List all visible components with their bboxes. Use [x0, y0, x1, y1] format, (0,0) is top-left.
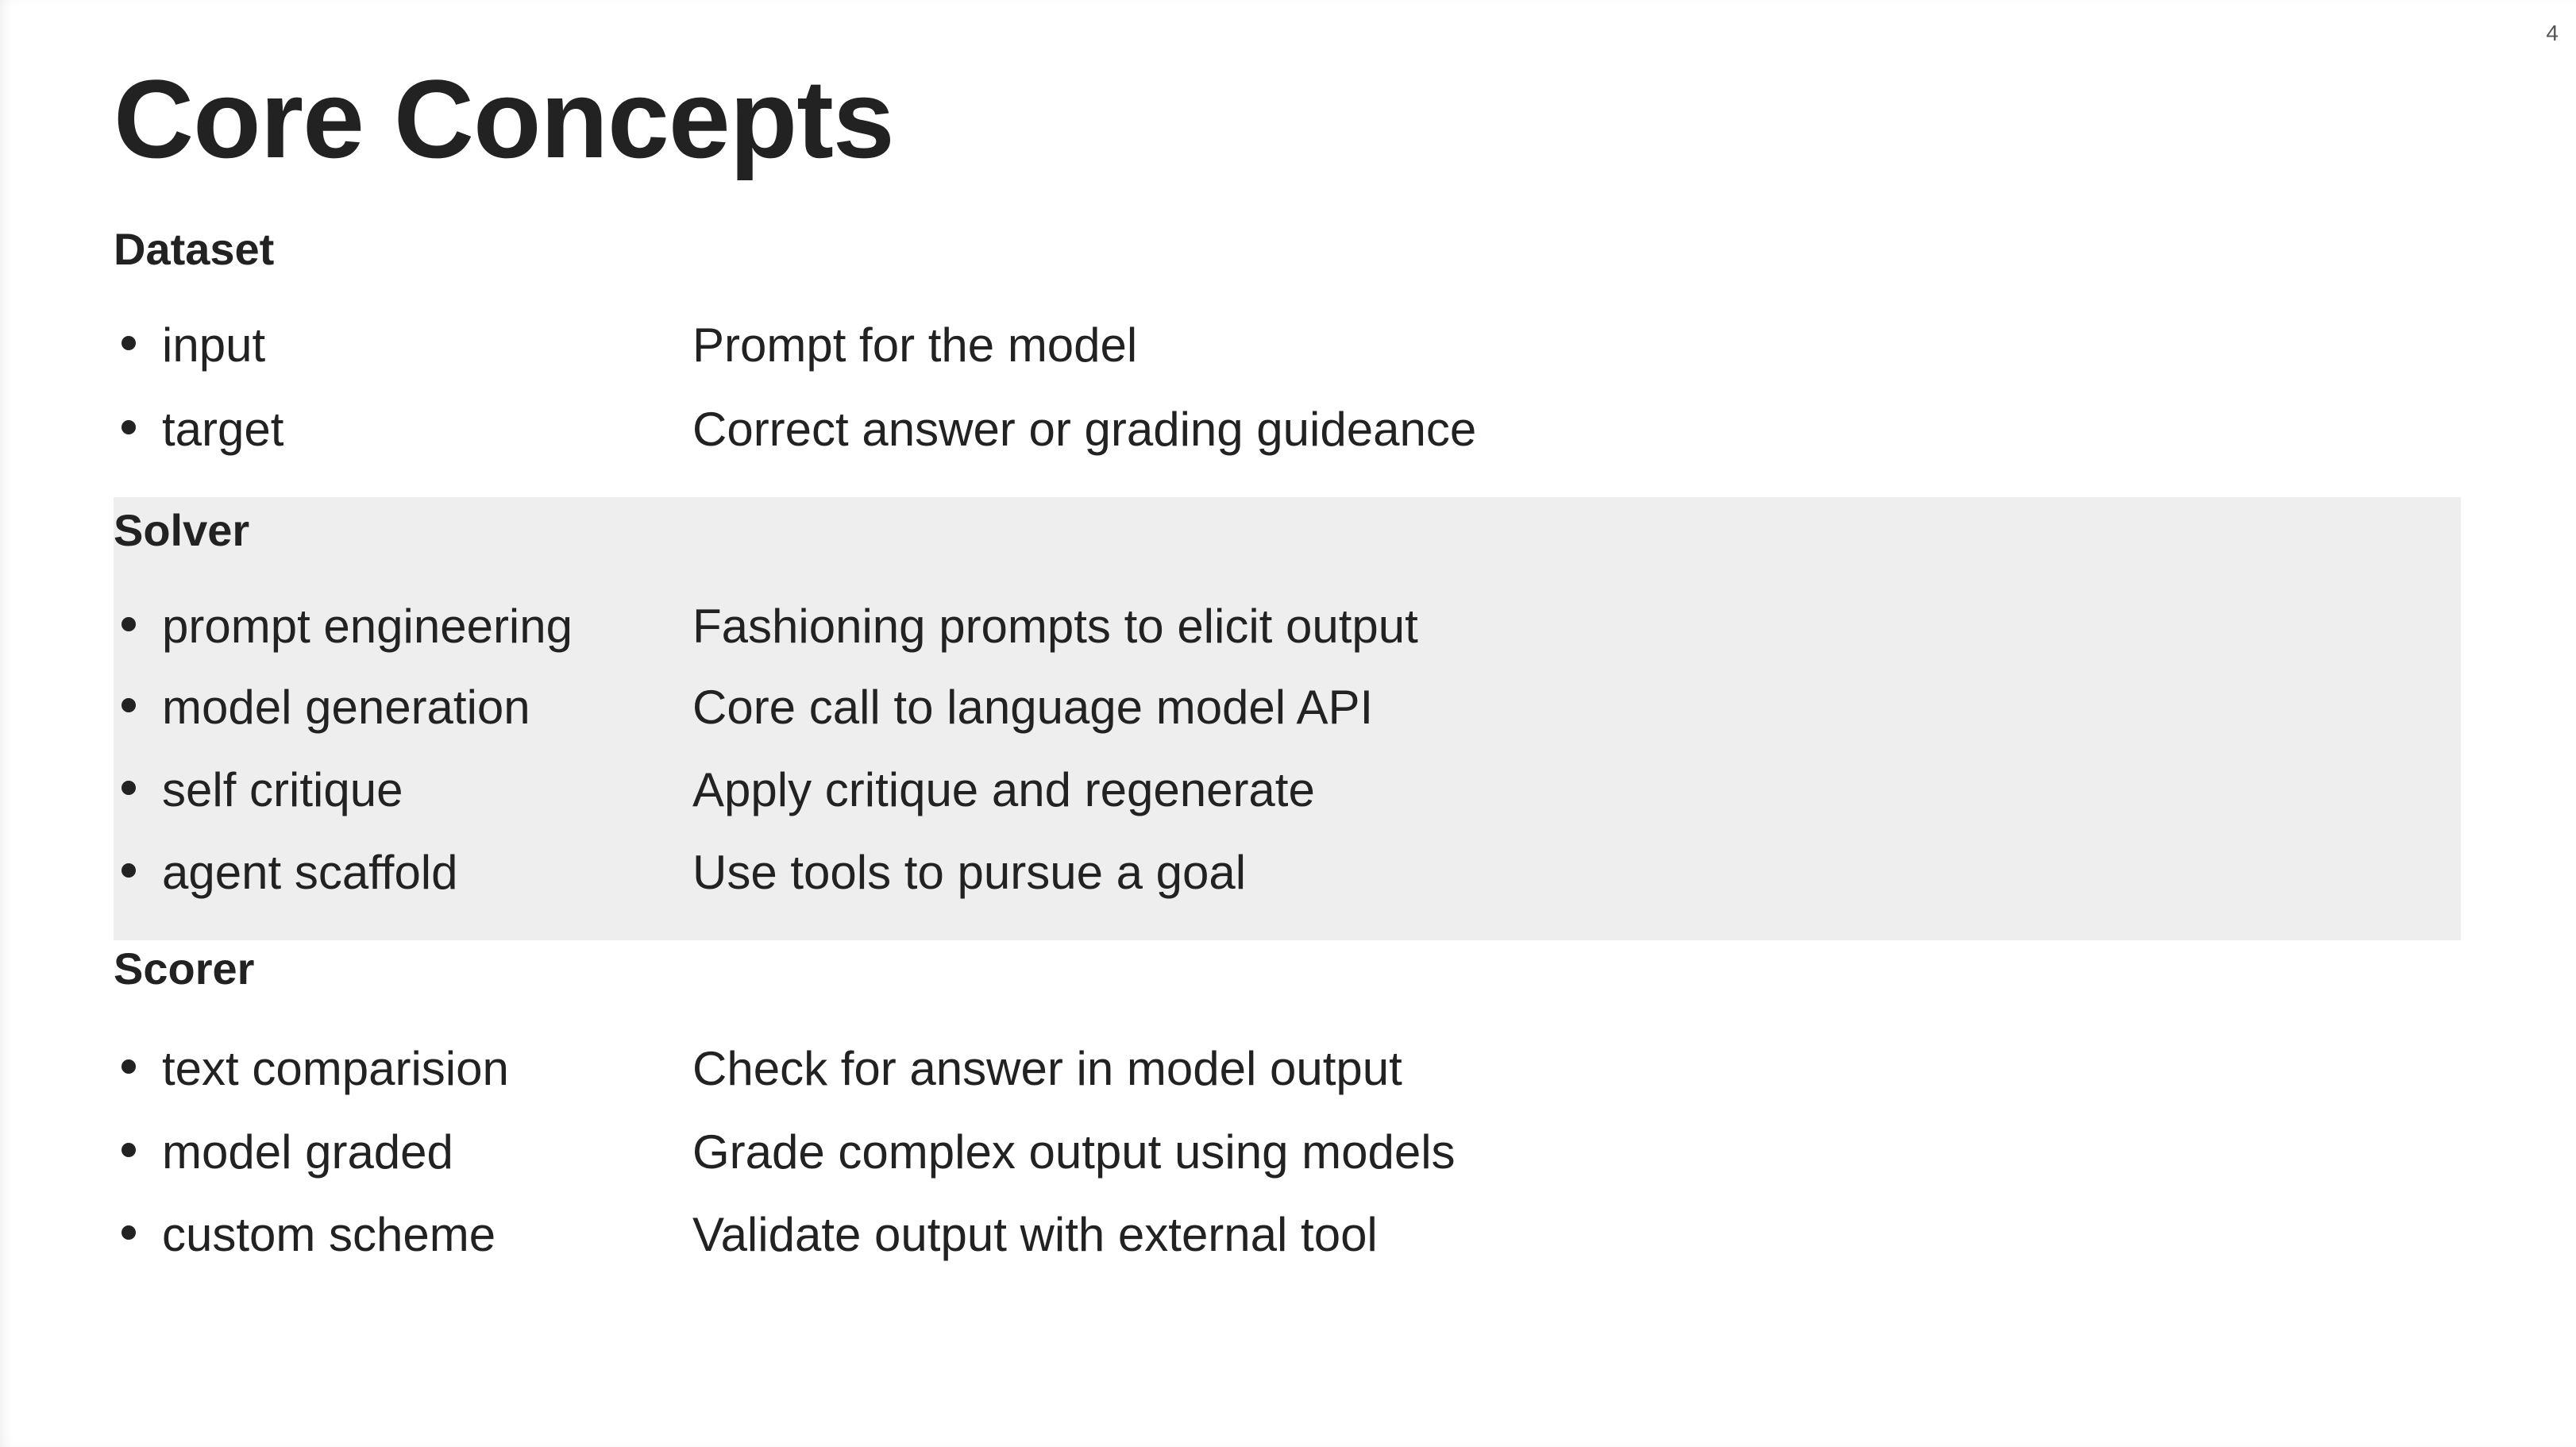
concept-description: Prompt for the model — [692, 318, 1138, 372]
concept-term: text comparision — [162, 1042, 509, 1095]
section-heading: Dataset — [114, 224, 275, 274]
concept-description: Grade complex output using models — [692, 1125, 1456, 1179]
list-item — [114, 398, 2461, 461]
concept-description: Correct answer or grading guideance — [692, 403, 1477, 456]
concept-term: model generation — [162, 681, 530, 734]
concept-description: Use tools to pursue a goal — [692, 846, 1247, 899]
section-solver — [114, 497, 2461, 940]
concept-description: Validate output with external tool — [692, 1208, 1378, 1261]
bullet-icon — [121, 1225, 136, 1240]
concept-term: input — [162, 318, 266, 372]
slide-title: Core Concepts — [114, 56, 894, 181]
bullet-icon — [121, 1059, 136, 1074]
list-item — [114, 314, 2461, 377]
concept-description: Apply critique and regenerate — [692, 763, 1315, 816]
bullet-icon — [121, 617, 136, 631]
concept-term: model graded — [162, 1125, 453, 1179]
section-scorer — [114, 940, 2461, 1290]
list-item — [114, 1037, 2461, 1101]
concept-term: custom scheme — [162, 1208, 496, 1261]
section-heading: Scorer — [114, 943, 255, 994]
bullet-icon — [121, 336, 136, 350]
bullet-icon — [121, 420, 136, 434]
slide-number: 4 — [2546, 21, 2559, 45]
list-item — [114, 1203, 2461, 1267]
list-item — [114, 841, 2461, 905]
list-item — [114, 595, 2461, 658]
list-item — [114, 676, 2461, 739]
list-item — [114, 758, 2461, 822]
bullet-icon — [121, 863, 136, 878]
concept-description: Check for answer in model output — [692, 1042, 1402, 1095]
concept-term: self critique — [162, 763, 403, 816]
concept-description: Fashioning prompts to elicit output — [692, 600, 1418, 653]
bullet-icon — [121, 781, 136, 795]
list-item — [114, 1121, 2461, 1184]
bullet-icon — [121, 1143, 136, 1157]
section-heading: Solver — [114, 505, 250, 555]
concept-term: target — [162, 403, 284, 456]
concept-term: prompt engineering — [162, 600, 573, 653]
concept-term: agent scaffold — [162, 846, 458, 899]
concept-description: Core call to language model API — [692, 681, 1374, 734]
bullet-icon — [121, 698, 136, 712]
